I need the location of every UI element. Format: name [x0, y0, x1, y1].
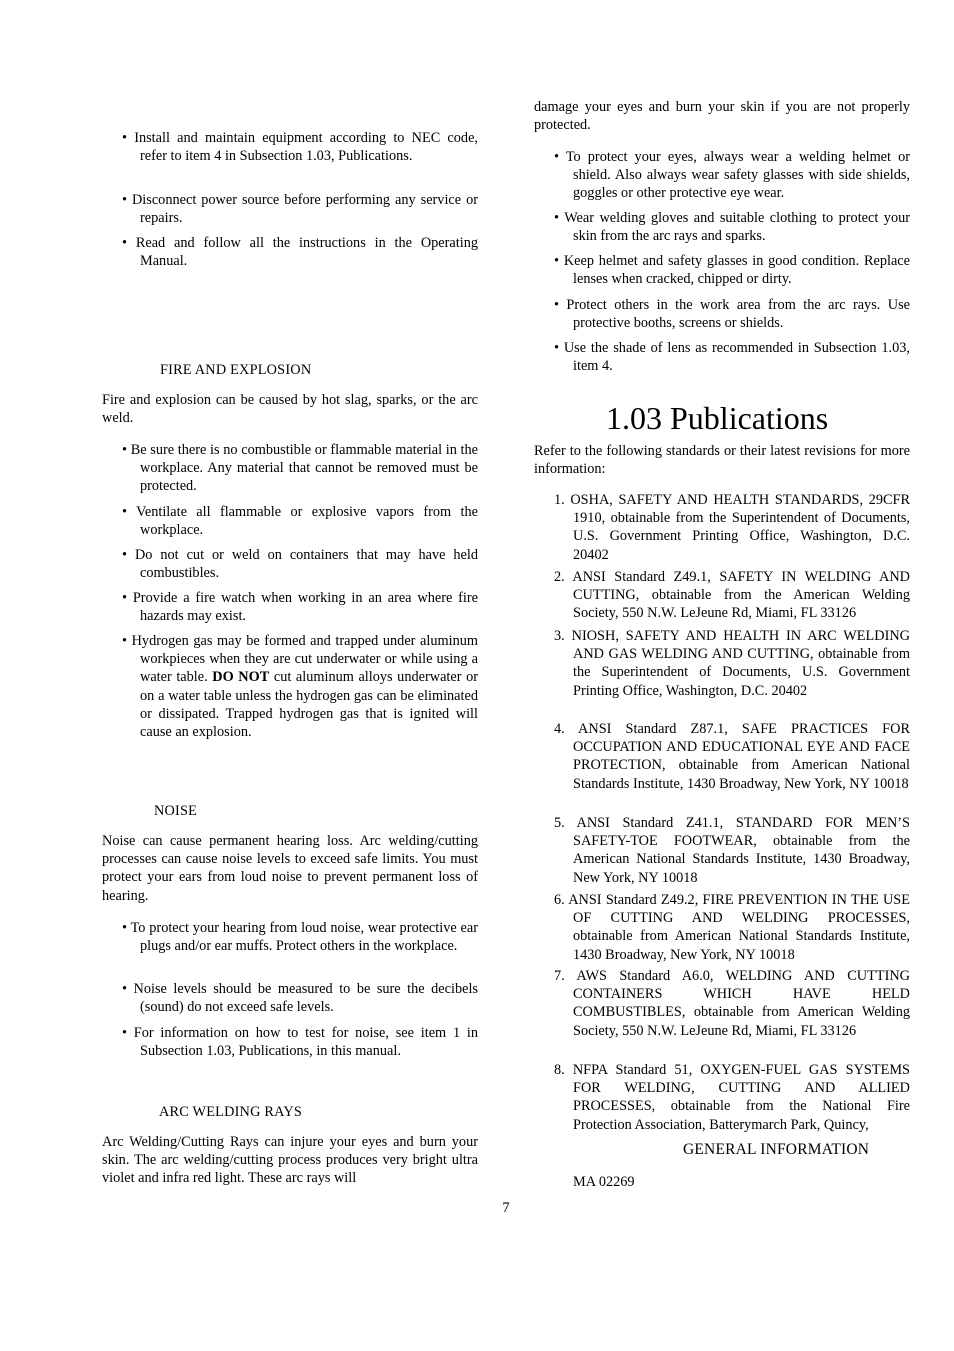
bullet-fire-watch: • Provide a fire watch when working in an area where fire hazards may exist. [122, 590, 478, 625]
bullet-noise-test: • For information on how to test for noise, see item 1 in Subsection 1.03, Publications, in this manual. [122, 1025, 478, 1060]
bullet-hydrogen-gas [122, 632, 478, 741]
hydrogen-text-end: cut aluminum alloys underwater or on a water table unless the hydrogen gas can be eliminated or dissipated. Trapped hydrogen gas that is ignited will cause an explosion. [140, 669, 478, 741]
fire-intro: Fire and explosion can be caused by hot slag, sparks, or the arc weld. [102, 392, 478, 427]
bullet-protect-hearing: • To protect your hearing from loud noise, wear protective ear plugs and/or ear muffs. Protect others in the workplace. [122, 920, 478, 955]
pub-item-1: 1. OSHA, SAFETY AND HEALTH STANDARDS, 29CFR 1910, obtainable from the Superintendent of Documents, U.S. Government Printing Office, Washington, D.C. 20402 [554, 492, 910, 563]
pub-item-7: 7. AWS Standard A6.0, WELDING AND CUTTING CONTAINERS WHICH HAVE HELD COMBUSTIBLES, obtainable from American Welding Society, 550 N.W. LeJeune Rd, Miami, FL 33126 [554, 968, 910, 1039]
bullet-protect-eyes: • To protect your eyes, always wear a welding helmet or shield. Also always wear safety glasses with side shields, goggles or other protective eye wear. [554, 149, 910, 202]
bullet-disconnect-power: • Disconnect power source before performing any service or repairs. [122, 192, 478, 227]
pub-item-2: 2. ANSI Standard Z49.1, SAFETY IN WELDING AND CUTTING, obtainable from the American Welding Society, 550 N.W. LeJeune Rd, Miami, FL 33126 [554, 569, 910, 622]
hydrogen-text-start: • Hydrogen gas may be formed and trapped under aluminum workpieces when they are cut underwater or while using a water table. [122, 633, 478, 686]
pub-item-5: 5. ANSI Standard Z41.1, STANDARD FOR MEN’S SAFETY-TOE FOOTWEAR, obtainable from the American National Standards Institute, 1430 Broadway, New York, NY 10018 [554, 815, 910, 886]
pub-item-8: 8. NFPA Standard 51, OXYGEN-FUEL GAS SYSTEMS FOR WELDING, CUTTING AND ALLIED PROCESSES, obtainable from the National Fire Protection Association, Batterymarch Park, Quincy, [554, 1062, 910, 1133]
bullet-noise-levels: • Noise levels should be measured to be sure the decibels (sound) do not exceed safe levels. [122, 981, 478, 1016]
bullet-helmet-condition: • Keep helmet and safety glasses in good condition. Replace lenses when cracked, chipped or dirty. [554, 253, 910, 288]
do-not-bold: DO NOT [212, 669, 270, 686]
publications-title: 1.03 Publications [606, 400, 829, 436]
heading-noise: NOISE [154, 803, 198, 819]
heading-arc-welding-rays: ARC WELDING RAYS [159, 1104, 303, 1120]
bullet-welding-gloves: • Wear welding gloves and suitable clothing to protect your skin from the arc rays and sparks. [554, 210, 910, 245]
publications-intro: Refer to the following standards or their latest revisions for more information: [534, 443, 910, 478]
pub-item-6: 6. ANSI Standard Z49.2, FIRE PREVENTION IN THE USE OF CUTTING AND WELDING PROCESSES, obtainable from American National Standards Institute, 1430 Broadway, New York, NY 10018 [554, 892, 910, 963]
bullet-nec-code: • Install and maintain equipment according to NEC code, refer to item 4 in Subsection 1.03, Publications. [122, 130, 478, 165]
bullet-ventilate: • Ventilate all flammable or explosive vapors from the workplace. [122, 504, 478, 539]
bullet-no-combustible: • Be sure there is no combustible or flammable material in the workplace. Any material that cannot be removed must be protected. [122, 442, 478, 495]
page-number: 7 [502, 1200, 510, 1216]
rays-continued: damage your eyes and burn your skin if you are not properly protected. [534, 99, 910, 134]
bullet-protect-others: • Protect others in the work area from the arc rays. Use protective booths, screens or shields. [554, 297, 910, 332]
bullet-lens-shade: • Use the shade of lens as recommended in Subsection 1.03, item 4. [554, 340, 910, 375]
pub-item-4: 4. ANSI Standard Z87.1, SAFE PRACTICES FOR OCCUPATION AND EDUCATIONAL EYE AND FACE PROTECTION, obtainable from American National Standards Institute, 1430 Broadway, New York, NY 10018 [554, 721, 910, 792]
noise-intro: Noise can cause permanent hearing loss. Arc welding/cutting processes can cause noise levels to exceed safe limits. You must protect your ears from loud noise to prevent permanent loss of hearing. [102, 833, 478, 904]
footer-section-title: GENERAL INFORMATION [683, 1141, 870, 1158]
bullet-containers: • Do not cut or weld on containers that may have held combustibles. [122, 547, 478, 582]
heading-fire-explosion: FIRE AND EXPLOSION [160, 362, 312, 378]
footer-ma-zip: MA 02269 [573, 1174, 635, 1190]
bullet-read-manual: • Read and follow all the instructions in the Operating Manual. [122, 235, 478, 270]
pub-item-3: 3. NIOSH, SAFETY AND HEALTH IN ARC WELDING AND GAS WELDING AND CUTTING, obtainable from the Superintendent of Documents, U.S. Government Printing Office, Washington, D.C. 20402 [554, 628, 910, 699]
rays-intro: Arc Welding/Cutting Rays can injure your eyes and burn your skin. The arc welding/cutting process produces very bright ultra violet and infra red light. These arc rays will [102, 1134, 478, 1187]
